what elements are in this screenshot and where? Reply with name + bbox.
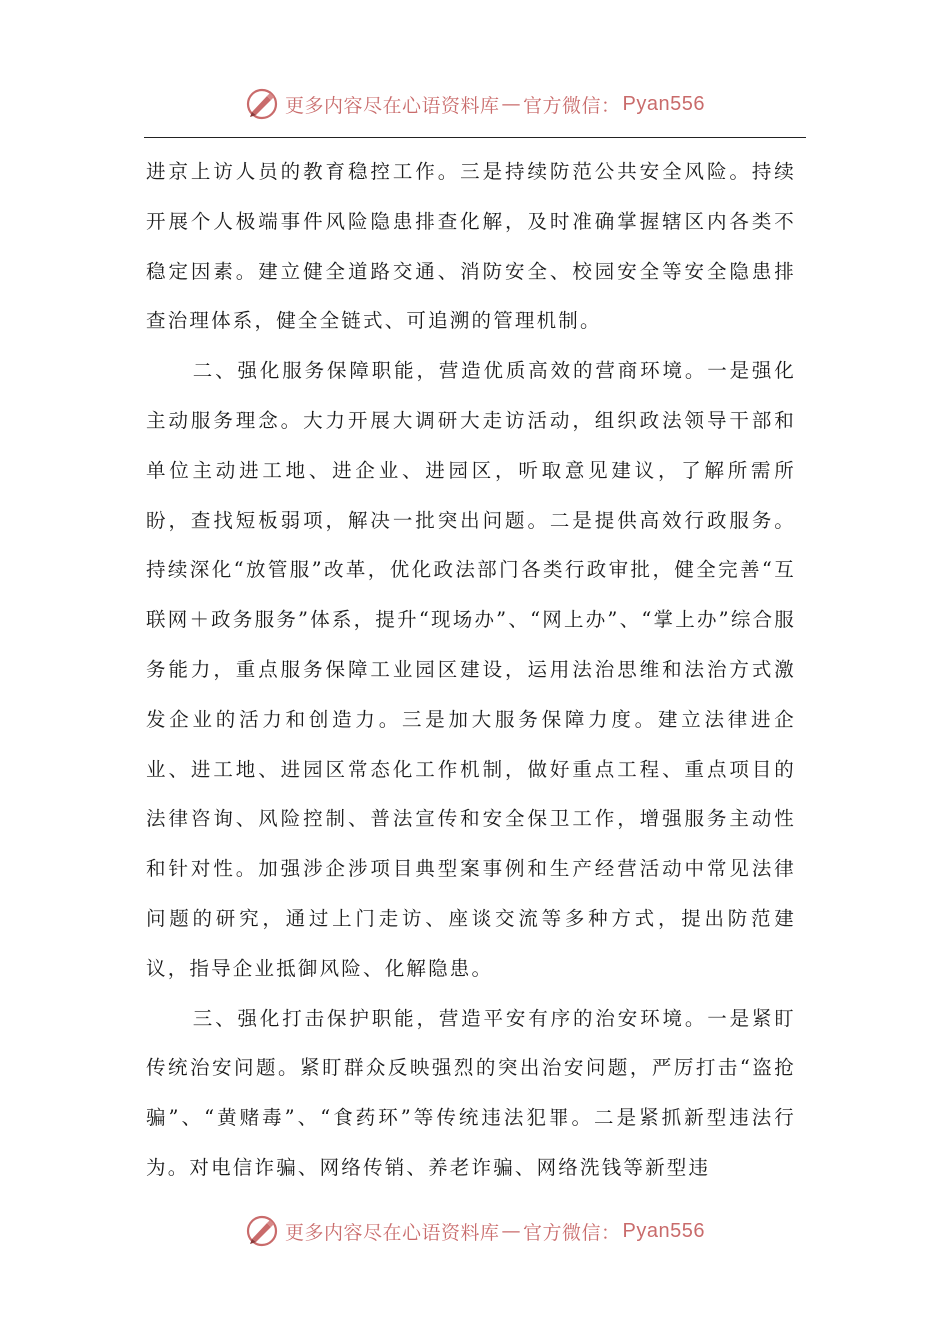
- header-divider: [144, 137, 806, 138]
- paragraph-continued: 进京上访人员的教育稳控工作。三是持续防范公共安全风险。持续开展个人极端事件风险隐患排查化解，及时准确掌握辖区内各类不稳定因素。建立健全道路交通、消防安全、校园安全等安全隐患排查治理体系，健全全链式、可追溯的管理机制。: [146, 160, 796, 333]
- document-body: [146, 147, 796, 1193]
- pen-logo-icon: [245, 1214, 279, 1248]
- header-watermark: [0, 84, 950, 124]
- pen-logo-icon: [245, 87, 279, 121]
- watermark-label: 官方微信：: [523, 1221, 621, 1244]
- footer-watermark: [0, 1211, 950, 1251]
- watermark-text: 更多内容尽在心语资料库: [285, 94, 500, 117]
- watermark-label: 官方微信：: [523, 94, 621, 117]
- paragraph-section-two: 二、强化服务保障职能，营造优质高效的营商环境。一是强化主动服务理念。大力开展大调研大走访活动，组织政法领导干部和单位主动进工地、进企业、进园区，听取意见建议，了解所需所盼，查找短板弱项，解决一批突出问题。二是提供高效行政服务。持续深化“放管服”改革，优化政法部门各类行政审批，健全完善“互联网＋政务服务”体系，提升“现场办”、“网上办”、“掌上办”综合服务能力，重点服务保障工业园区建设，运用法治思维和法治方式激发企业的活力和创造力。三是加大服务保障力度。建立法律进企业、进工地、进园区常态化工作机制，做好重点工程、重点项目的法律咨询、风险控制、普法宣传和安全保卫工作，增强服务主动性和针对性。加强涉企涉项目典型案事例和生产经营活动中常见法律问题的研究，通过上门走访、座谈交流等多种方式，提出防范建议，指导企业抵御风险、化解隐患。: [146, 359, 796, 980]
- watermark-separator: —: [501, 1220, 522, 1242]
- watermark-handle: Pyan556: [622, 92, 705, 115]
- watermark-text: 更多内容尽在心语资料库: [285, 1221, 500, 1244]
- watermark-handle: Pyan556: [622, 1219, 705, 1242]
- watermark-separator: —: [501, 93, 522, 115]
- paragraph-section-three: 三、强化打击保护职能，营造平安有序的治安环境。一是紧盯传统治安问题。紧盯群众反映强烈的突出治安问题，严厉打击“盗抢骗”、“黄赌毒”、“食药环”等传统违法犯罪。二是紧抓新型违法行为。对电信诈骗、网络传销、养老诈骗、网络洗钱等新型违: [146, 1006, 796, 1179]
